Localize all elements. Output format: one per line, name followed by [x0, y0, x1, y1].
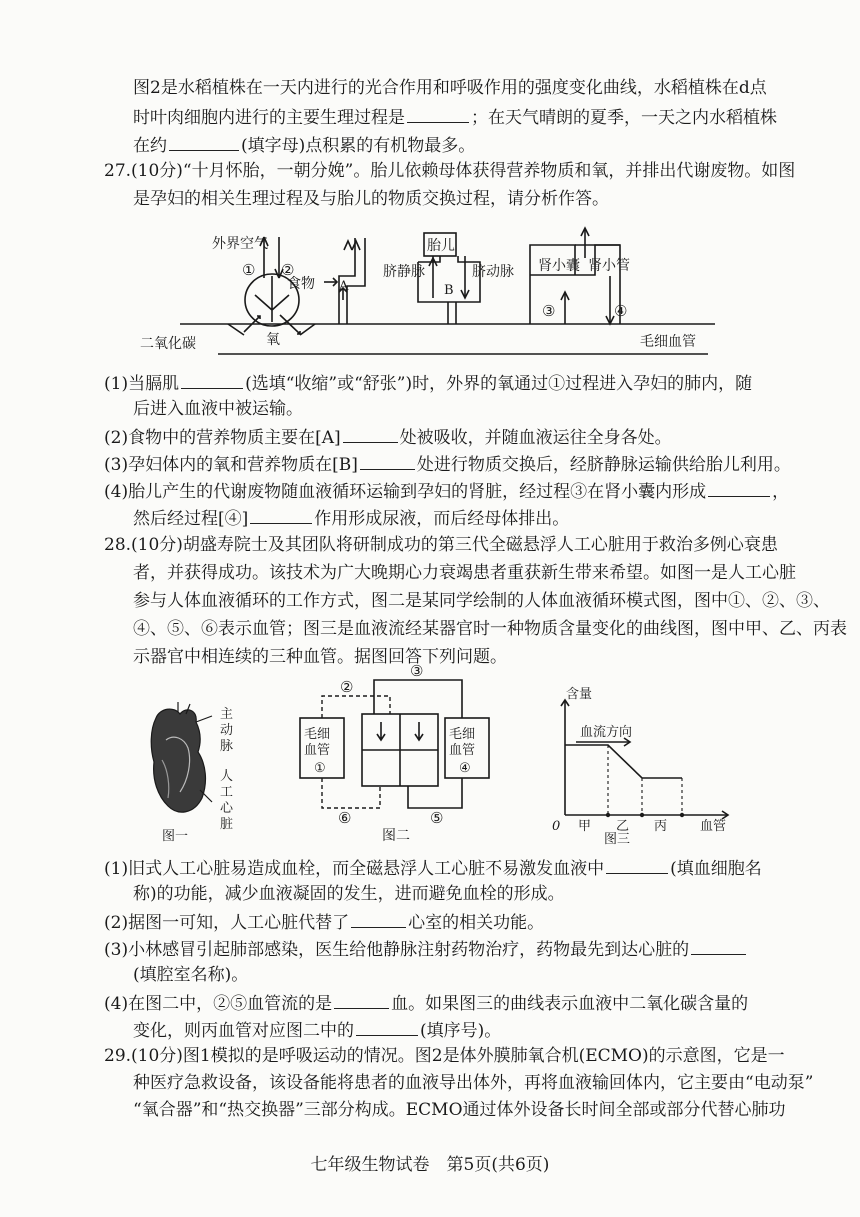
label-vessel-2: ② — [340, 678, 354, 696]
label-blood-flow: 血流方向 — [580, 725, 633, 740]
q26-line-2: 时叶肉细胞内进行的主要生理过程是 ；在天气晴朗的夏季，一天之内水稻植株 — [133, 104, 777, 130]
q28-sub-4: (4)在图二中，②⑤血管流的是 血。如果图三的曲线表示血液中二氧化碳含量的 — [104, 990, 748, 1016]
label-b: B — [444, 283, 454, 298]
label-renal-capsule: 肾小囊 — [538, 258, 580, 274]
q28-stem-line-4: ④、⑤、⑥表示血管；图三是血液流经某器官时一种物质含量变化的曲线图，图中甲、乙、丙表 — [133, 619, 847, 639]
q27-sub-4-cont: 然后经过程[④] 作用形成尿液，而后经母体排出。 — [133, 505, 569, 531]
q27-stem-line-1: 27.(10分)“十月怀胎，一朝分娩”。胎儿依赖母体获得营养物质和氧，并排出代谢废物。如图 — [104, 161, 796, 181]
label-heart-3: 心 — [220, 801, 234, 816]
label-aorta-2: 动 — [220, 723, 234, 738]
q28-sub-3: (3)小林感冒引起肺部感染，医生给他静脉注射药物治疗，药物最先到达心脏的 — [104, 936, 748, 962]
answer-blank[interactable] — [351, 909, 406, 928]
q27-sub-2: (2)食物中的营养物质主要在[A] 处被吸收，并随血液运往全身各处。 — [104, 424, 672, 450]
answer-blank[interactable] — [356, 1017, 418, 1036]
label-oxygen: 氧 — [266, 332, 280, 348]
label-umbilical-artery: 脐动脉 — [472, 264, 514, 280]
page-footer: 七年级生物试卷 第5页(共6页) — [310, 1155, 550, 1175]
answer-blank[interactable] — [334, 990, 389, 1009]
label-capillary-right-2: 血管 — [449, 743, 476, 758]
label-capillary: 毛细血管 — [640, 334, 696, 350]
label-capillary-right-1: 毛细 — [449, 727, 476, 742]
label-x-axis: 血管 — [700, 819, 727, 834]
answer-blank[interactable] — [407, 104, 469, 123]
answer-blank[interactable] — [181, 370, 243, 389]
answer-blank[interactable] — [360, 451, 415, 470]
q29-stem-line-3: “氧合器”和“热交换器”三部分构成。ECMO通过体外设备长时间全部或部分代替心肺功 — [133, 1100, 786, 1120]
answer-blank[interactable] — [169, 132, 239, 151]
q27-sub-4: (4)胎儿产生的代谢废物随血液循环运输到孕妇的肾脏，经过程③在肾小囊内形成 ， — [104, 478, 789, 504]
q28-stem-line-2: 者，并获得成功。该技术为广大晚期心力衰竭患者重获新生带来希望。如图一是人工心脏 — [133, 563, 796, 583]
label-renal-tubule: 肾小管 — [588, 258, 630, 274]
label-heart-4: 脏 — [220, 817, 234, 832]
q28-sub-1-cont: 称)的功能，减少血液凝固的发生，进而避免血栓的形成。 — [133, 884, 565, 904]
label-origin: 0 — [552, 819, 561, 834]
label-aorta-3: 脉 — [220, 739, 234, 754]
label-process-4: ④ — [614, 302, 628, 320]
q27-sub-1: (1)当膈肌 (选填“收缩”或“舒张”)时，外界的氧通过①过程进入孕妇的肺内，随 — [104, 370, 752, 396]
q29-stem-line-2: 种医疗急救设备，该设备能将患者的血液导出体外，再将血液输回体内，它主要由“电动泵” — [133, 1073, 814, 1093]
q26-line-1: 图2是水稻植株在一天内进行的光合作用和呼吸作用的强度变化曲线，水稻植株在d点 — [133, 78, 767, 98]
label-capillary-left-1: 毛细 — [304, 727, 331, 742]
label-food: 食物 — [287, 276, 315, 292]
q28-sub-1: (1)旧式人工心脏易造成血栓，而全磁悬浮人工心脏不易激发血液中 (填血细胞名 — [104, 855, 762, 881]
label-vessel-6: ⑥ — [338, 809, 352, 827]
label-content: 含量 — [566, 687, 593, 702]
label-process-2: ② — [281, 261, 295, 279]
q28-sub-3-cont: (填腔室名称)。 — [133, 965, 249, 985]
label-carbon-dioxide: 二氧化碳 — [140, 336, 196, 352]
label-process-3: ③ — [542, 302, 556, 320]
q28-sub-4-cont: 变化，则丙血管对应图二中的 (填序号)。 — [133, 1017, 501, 1043]
q28-stem-line-1: 28.(10分)胡盛寿院士及其团队将研制成功的第三代全磁悬浮人工心脏用于救治多例心衰患 — [104, 535, 778, 555]
label-fetus: 胎儿 — [427, 238, 455, 254]
label-vessel-jia: 甲 — [578, 819, 592, 834]
label-vessel-bing: 丙 — [654, 819, 668, 834]
label-vessel-5: ⑤ — [430, 809, 444, 827]
answer-blank[interactable] — [250, 505, 312, 524]
label-vessel-4: ④ — [459, 761, 471, 776]
q28-stem-line-3: 参与人体血液循环的工作方式，图二是某同学绘制的人体血液循环模式图，图中①、②、③、 — [133, 591, 830, 611]
fig1-artificial-heart — [140, 700, 250, 845]
answer-blank[interactable] — [606, 855, 668, 874]
label-vessel-yi: 乙 — [616, 819, 630, 834]
fig2-circulation-model — [290, 660, 505, 845]
answer-blank[interactable] — [343, 424, 398, 443]
fig3-content-curve — [548, 680, 748, 847]
answer-blank[interactable] — [691, 936, 746, 955]
label-heart-1: 人 — [220, 769, 234, 784]
label-aorta-1: 主 — [220, 707, 234, 722]
q29-stem-line-1: 29.(10分)图1模拟的是呼吸运动的情况。图2是体外膜肺氧合机(ECMO)的示意图，它是一 — [104, 1046, 785, 1066]
heart-illustration — [151, 702, 212, 812]
fig3-caption: 图三 — [604, 832, 631, 847]
q27-diagram — [140, 220, 740, 365]
label-umbilical-vein: 脐静脉 — [383, 264, 425, 280]
label-heart-2: 工 — [220, 785, 234, 800]
q27-sub-1-cont: 后进入血液中被运输。 — [133, 399, 303, 419]
q28-stem-line-5: 示器官中相连续的三种血管。据图回答下列问题。 — [133, 647, 507, 667]
fig1-caption: 图一 — [162, 829, 189, 844]
q28-sub-2: (2)据图一可知，人工心脏代替了 心室的相关功能。 — [104, 909, 544, 935]
q27-sub-3: (3)孕妇体内的氧和营养物质在[B] 处进行物质交换后，经脐静脉运输供给胎儿利用。 — [104, 451, 791, 477]
label-outside-air: 外界空气 — [212, 236, 268, 252]
q27-stem-line-2: 是孕妇的相关生理过程及与胎儿的物质交换过程，请分析作答。 — [133, 189, 609, 209]
q26-line-3: 在约 (填字母)点积累的有机物最多。 — [133, 132, 475, 158]
answer-blank[interactable] — [708, 478, 770, 497]
label-vessel-1: ① — [314, 761, 326, 776]
label-process-1: ① — [242, 261, 256, 279]
label-vessel-3: ③ — [410, 662, 424, 680]
label-a: A — [339, 279, 349, 294]
label-capillary-left-2: 血管 — [304, 743, 331, 758]
fig2-caption: 图二 — [382, 828, 410, 844]
